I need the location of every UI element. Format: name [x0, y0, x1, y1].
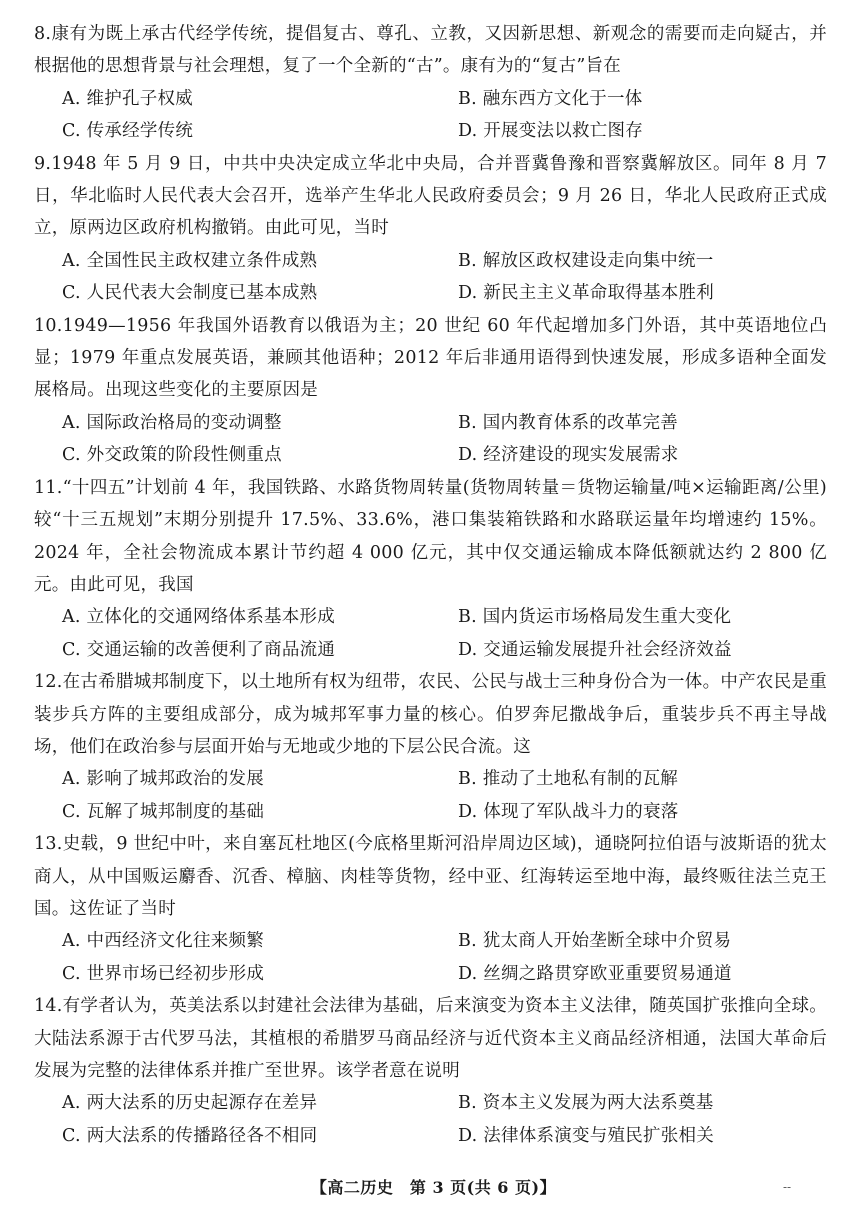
option-a: A. 影响了城邦政治的发展 — [62, 769, 265, 790]
question-8 — [34, 18, 827, 148]
answer-options — [34, 763, 827, 828]
answer-options — [34, 407, 827, 472]
question-14 — [34, 990, 827, 1152]
option-b: B. 犹太商人开始垄断全球中介贸易 — [458, 931, 732, 952]
option-a: A. 立体化的交通网络体系基本形成 — [62, 607, 336, 628]
question-stem: 10.1949—1956 年我国外语教育以俄语为主；20 世纪 60 年代起增加多门外语，其中英语地位凸显；1979 年重点发展英语，兼顾其他语种；2012 年后非通用语得到快速发展，形成多语种全面发展格局。出现这些变化的主要原因是 — [34, 315, 827, 401]
question-stem: 9.1948 年 5 月 9 日，中共中央决定成立华北中央局，合并晋冀鲁豫和晋察冀解放区。同年 8 月 7 日，华北临时人民代表大会召开，选举产生华北人民政府委员会；9 月 26 日，华北人民政府正式成立，原两边区政府机构撤销。由此可见，当时 — [34, 153, 827, 239]
answer-options — [34, 83, 827, 148]
option-d: D. 法律体系演变与殖民扩张相关 — [458, 1125, 715, 1146]
question-10 — [34, 310, 827, 472]
question-stem: 11.“十四五”计划前 4 年，我国铁路、水路货物周转量(货物周转量＝货物运输量/吨×运输距离/公里)较“十三五规划”末期分别提升 17.5%、33.6%，港口集装箱铁路和水路联运量年均增速约 15%。2024 年，全社会物流成本累计节约超 4 000 亿元，其中仅交通运输成本降低额就达约 2 800 亿元。由此可见，我国 — [34, 477, 827, 595]
question-stem: 13.史载，9 世纪中叶，来自塞瓦杜地区(今底格里斯河沿岸周边区域)，通晓阿拉伯语与波斯语的犹太商人，从中国贩运麝香、沉香、樟脑、肉桂等货物，经中亚、红海转运至地中海，最终贩往法兰克王国。这佐证了当时 — [34, 834, 827, 919]
question-13 — [34, 828, 827, 990]
question-stem: 8.康有为既上承古代经学传统，提倡复古、尊孔、立教，又因新思想、新观念的需要而走向疑古，并根据他的思想背景与社会理想，复了一个全新的“古”。康有为的“复古”旨在 — [34, 24, 827, 77]
page-footer: 【高二历史 第 3 页(共 6 页)】 — [310, 1178, 557, 1197]
answer-options — [34, 925, 827, 990]
option-b: B. 解放区政权建设走向集中统一 — [458, 250, 714, 271]
question-stem: 14.有学者认为，英美法系以封建社会法律为基础，后来演变为资本主义法律，随英国扩张推向全球。大陆法系源于古代罗马法，其植根的希腊罗马商品经济与近代资本主义商品经济相通，法国大革命后发展为完整的法律体系并推广至世界。该学者意在说明 — [34, 996, 827, 1081]
answer-options — [34, 601, 827, 666]
question-11 — [34, 472, 827, 666]
option-c: C. 两大法系的传播路径各不相同 — [62, 1125, 318, 1146]
option-d: D. 交通运输发展提升社会经济效益 — [458, 639, 732, 660]
answer-options — [34, 1087, 827, 1152]
option-c: C. 瓦解了城邦制度的基础 — [62, 801, 265, 822]
answer-options — [34, 245, 827, 310]
option-a: A. 中西经济文化往来频繁 — [62, 931, 265, 952]
option-d: D. 新民主主义革命取得基本胜利 — [458, 283, 715, 304]
option-c: C. 传承经学传统 — [62, 121, 194, 142]
option-b: B. 国内教育体系的改革完善 — [458, 412, 678, 433]
option-d: D. 开展变法以救亡图存 — [458, 121, 644, 142]
option-a: A. 国际政治格局的变动调整 — [62, 412, 282, 433]
option-c: C. 世界市场已经初步形成 — [62, 963, 265, 984]
option-b: B. 资本主义发展为两大法系奠基 — [458, 1093, 714, 1114]
option-a: A. 全国性民主政权建立条件成熟 — [62, 250, 318, 271]
option-d: D. 体现了军队战斗力的衰落 — [458, 801, 679, 822]
question-stem: 12.在古希腊城邦制度下，以土地所有权为纽带，农民、公民与战士三种身份合为一体。中产农民是重装步兵方阵的主要组成部分，成为城邦军事力量的核心。伯罗奔尼撒战争后，重装步兵不再主导战场，他们在政治参与层面开始与无地或少地的下层公民合流。这 — [34, 672, 827, 757]
option-c: C. 外交政策的阶段性侧重点 — [62, 445, 282, 466]
option-b: B. 融东西方文化于一体 — [458, 88, 643, 109]
question-12 — [34, 666, 827, 828]
option-b: B. 国内货运市场格局发生重大变化 — [458, 607, 732, 628]
question-9 — [34, 148, 827, 310]
option-b: B. 推动了土地私有制的瓦解 — [458, 769, 678, 790]
option-a: A. 两大法系的历史起源存在差异 — [62, 1093, 318, 1114]
corner-mark: -- — [783, 1180, 792, 1194]
option-d: D. 经济建设的现实发展需求 — [458, 445, 679, 466]
option-c: C. 交通运输的改善便利了商品流通 — [62, 639, 336, 660]
option-d: D. 丝绸之路贯穿欧亚重要贸易通道 — [458, 963, 732, 984]
option-a: A. 维护孔子权威 — [62, 88, 194, 109]
option-c: C. 人民代表大会制度已基本成熟 — [62, 283, 318, 304]
